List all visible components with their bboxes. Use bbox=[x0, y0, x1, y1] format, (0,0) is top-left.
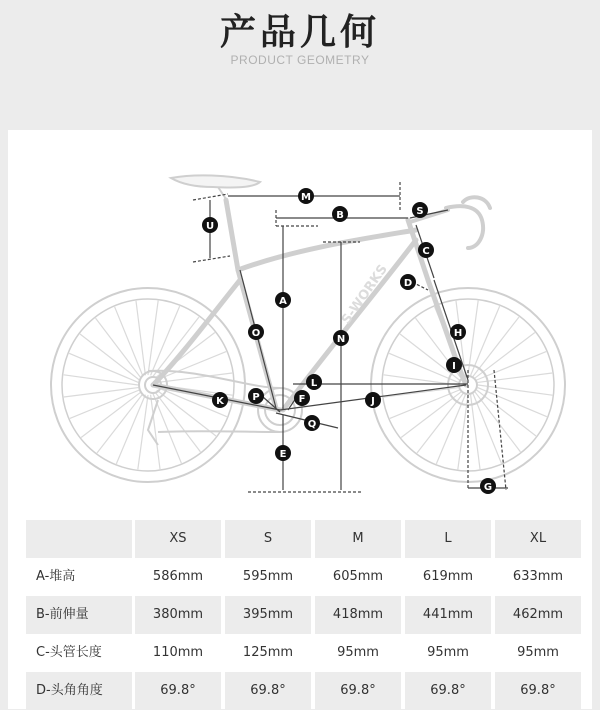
table-cell: 462mm bbox=[495, 596, 581, 634]
table-row bbox=[26, 634, 593, 672]
dimension-badge-label: I bbox=[452, 361, 456, 372]
dimension-badge-label: B bbox=[336, 210, 344, 221]
dimension-badge-n bbox=[333, 330, 349, 346]
row-label: A-堆高 bbox=[36, 569, 76, 584]
dimension-badge-g bbox=[480, 478, 496, 494]
table-row bbox=[26, 672, 593, 710]
table-cell: 633mm bbox=[512, 569, 564, 584]
page-title: 产品几何 bbox=[219, 12, 380, 53]
table-cell: 605mm bbox=[332, 569, 384, 584]
dimension-badge-label: D bbox=[403, 278, 413, 289]
dimension-badge-s bbox=[412, 202, 428, 218]
table-cell: 69.8° bbox=[405, 672, 491, 710]
dimension-badge-label: U bbox=[205, 221, 215, 232]
row-label: D-头角角度 bbox=[26, 672, 132, 710]
table-cell: 619mm bbox=[422, 569, 474, 584]
table-cell: 110mm bbox=[152, 645, 204, 660]
dimension-badge-label: M bbox=[301, 192, 311, 203]
dimension-badge-i bbox=[446, 357, 462, 373]
table-cell: 125mm bbox=[242, 645, 294, 660]
bike-geometry-diagram bbox=[8, 130, 592, 510]
table-header-cell: S bbox=[225, 520, 311, 558]
dimension-badge-label: O bbox=[251, 328, 261, 339]
table-cell: 380mm bbox=[135, 596, 221, 634]
table-cell: 586mm bbox=[152, 569, 204, 584]
table-header-cell: L bbox=[405, 520, 491, 558]
table-cell: 441mm bbox=[405, 596, 491, 634]
table-header-cell: M bbox=[315, 520, 401, 558]
dimension-badge-k bbox=[212, 392, 228, 408]
dimension-badge-label: P bbox=[252, 392, 260, 403]
table-header-row bbox=[26, 520, 593, 558]
dimension-badge-h bbox=[450, 324, 466, 340]
dimension-badge-l bbox=[306, 374, 322, 390]
dimension-badge-label: L bbox=[310, 378, 318, 389]
dimension-badge-q bbox=[304, 415, 320, 431]
dimension-badge-e bbox=[275, 445, 291, 461]
dimension-badge-label: S bbox=[416, 206, 424, 217]
dimension-badge-label: H bbox=[453, 328, 463, 339]
dimension-badge-label: K bbox=[216, 396, 224, 407]
table-cell: 69.8° bbox=[135, 672, 221, 710]
table-cell: 395mm bbox=[225, 596, 311, 634]
saddle bbox=[171, 175, 260, 187]
table-cell: 418mm bbox=[315, 596, 401, 634]
table-row bbox=[26, 596, 593, 634]
dimension-badge-j bbox=[365, 392, 381, 408]
dimension-badge-c bbox=[418, 242, 434, 258]
table-row bbox=[26, 558, 593, 596]
dimension-badge-label: C bbox=[422, 246, 430, 257]
dimension-badge-d bbox=[400, 274, 416, 290]
frame-brand-text: S-WORKS bbox=[338, 262, 391, 328]
dimension-badge-label: N bbox=[336, 334, 346, 345]
dimension-badge-label: A bbox=[279, 296, 287, 307]
dimension-badge-m bbox=[298, 188, 314, 204]
table-header-cell: XS bbox=[135, 520, 221, 558]
dimension-badge-b bbox=[332, 206, 348, 222]
page-subtitle: PRODUCT GEOMETRY bbox=[230, 53, 370, 67]
table-cell: 69.8° bbox=[495, 672, 581, 710]
dimension-badge-o bbox=[248, 324, 264, 340]
table-cell: 95mm bbox=[337, 645, 379, 660]
page-header bbox=[0, 0, 600, 130]
table-header-cell bbox=[26, 520, 132, 558]
dimension-badge-a bbox=[275, 292, 291, 308]
table-cell: 95mm bbox=[427, 645, 469, 660]
rear-wheel bbox=[51, 288, 245, 482]
dimension-badge-f bbox=[294, 390, 310, 406]
table-header-cell: XL bbox=[495, 520, 581, 558]
dimension-badge-label: F bbox=[298, 394, 306, 405]
table-cell: 595mm bbox=[242, 569, 294, 584]
table-cell: 95mm bbox=[517, 645, 559, 660]
dimension-badge-label: G bbox=[483, 482, 493, 493]
table-cell: 69.8° bbox=[315, 672, 401, 710]
row-label: C-头管长度 bbox=[36, 645, 102, 660]
dimension-badge-p bbox=[248, 388, 264, 404]
dimension-badge-label: Q bbox=[307, 419, 317, 430]
row-label: B-前伸量 bbox=[26, 596, 132, 634]
table-cell: 69.8° bbox=[225, 672, 311, 710]
dimension-badge-label: E bbox=[279, 449, 287, 460]
dimension-badge-label: J bbox=[371, 396, 375, 407]
geometry-panel bbox=[8, 130, 592, 709]
dimension-badge-u bbox=[202, 217, 218, 233]
